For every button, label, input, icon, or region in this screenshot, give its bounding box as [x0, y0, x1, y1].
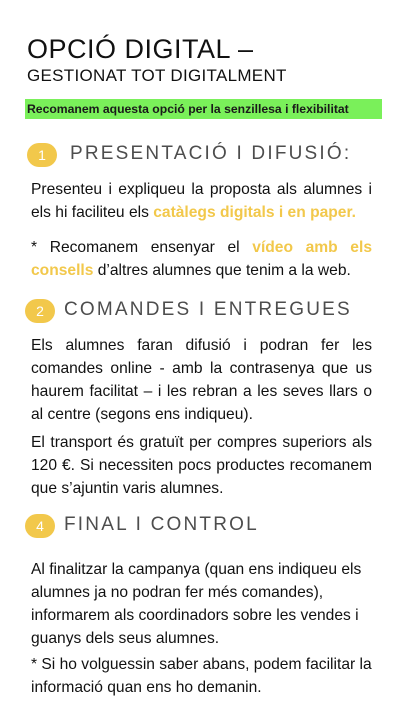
catalogs-link[interactable]: catàlegs digitals i en paper. [153, 204, 357, 221]
section-1-title: PRESENTACIÓ I DIFUSIÓ: [70, 143, 352, 164]
section-1-note-end: d’altres alumnes que tenim a la web. [93, 262, 351, 279]
section-1-paragraph-1 [31, 178, 372, 224]
section-1-badge: 1 [27, 143, 57, 167]
section-2-badge: 2 [25, 299, 55, 323]
section-4-paragraph-1: Al finalitzar la campanya (quan ens indiqueu els alumnes ja no podran fer més comandes), informarem als coordinadors sobre les vendes i guanys dels seus alumnes. [31, 561, 362, 647]
section-1-text: Presenteu i expliqueu la proposta als alumnes i els hi faciliteu els [31, 181, 372, 221]
section-4-paragraph-2: * Si ho volguessin saber abans, podem facilitar la informació quan ens ho demanin. [31, 656, 372, 696]
section-4-title: FINAL I CONTROL [64, 514, 259, 535]
recommendation-banner: Recomanem aquesta opció per la senzillesa i flexibilitat [25, 99, 382, 119]
video-link[interactable]: vídeo amb els consells [31, 239, 372, 279]
page-subtitle: GESTIONAT TOT DIGITALMENT [27, 66, 287, 85]
section-1-note: * Recomanem ensenyar el [31, 239, 253, 256]
section-2-paragraph-2: El transport és gratuït per compres superiors als 120 €. Si necessiten pocs productes recomanem que s’ajuntin varis alumnes. [31, 434, 372, 497]
section-2-title: COMANDES I ENTREGUES [64, 299, 352, 320]
section-4-badge: 4 [25, 514, 55, 538]
section-2-paragraph-1: Els alumnes faran difusió i podran fer les comandes online - amb la contrasenya que us haurem facilitat – i les rebran a les seves llars o al centre (segons ens indiqueu). [31, 337, 372, 423]
page-title: OPCIÓ DIGITAL – [27, 34, 254, 64]
section-1-paragraph-2 [31, 236, 372, 282]
